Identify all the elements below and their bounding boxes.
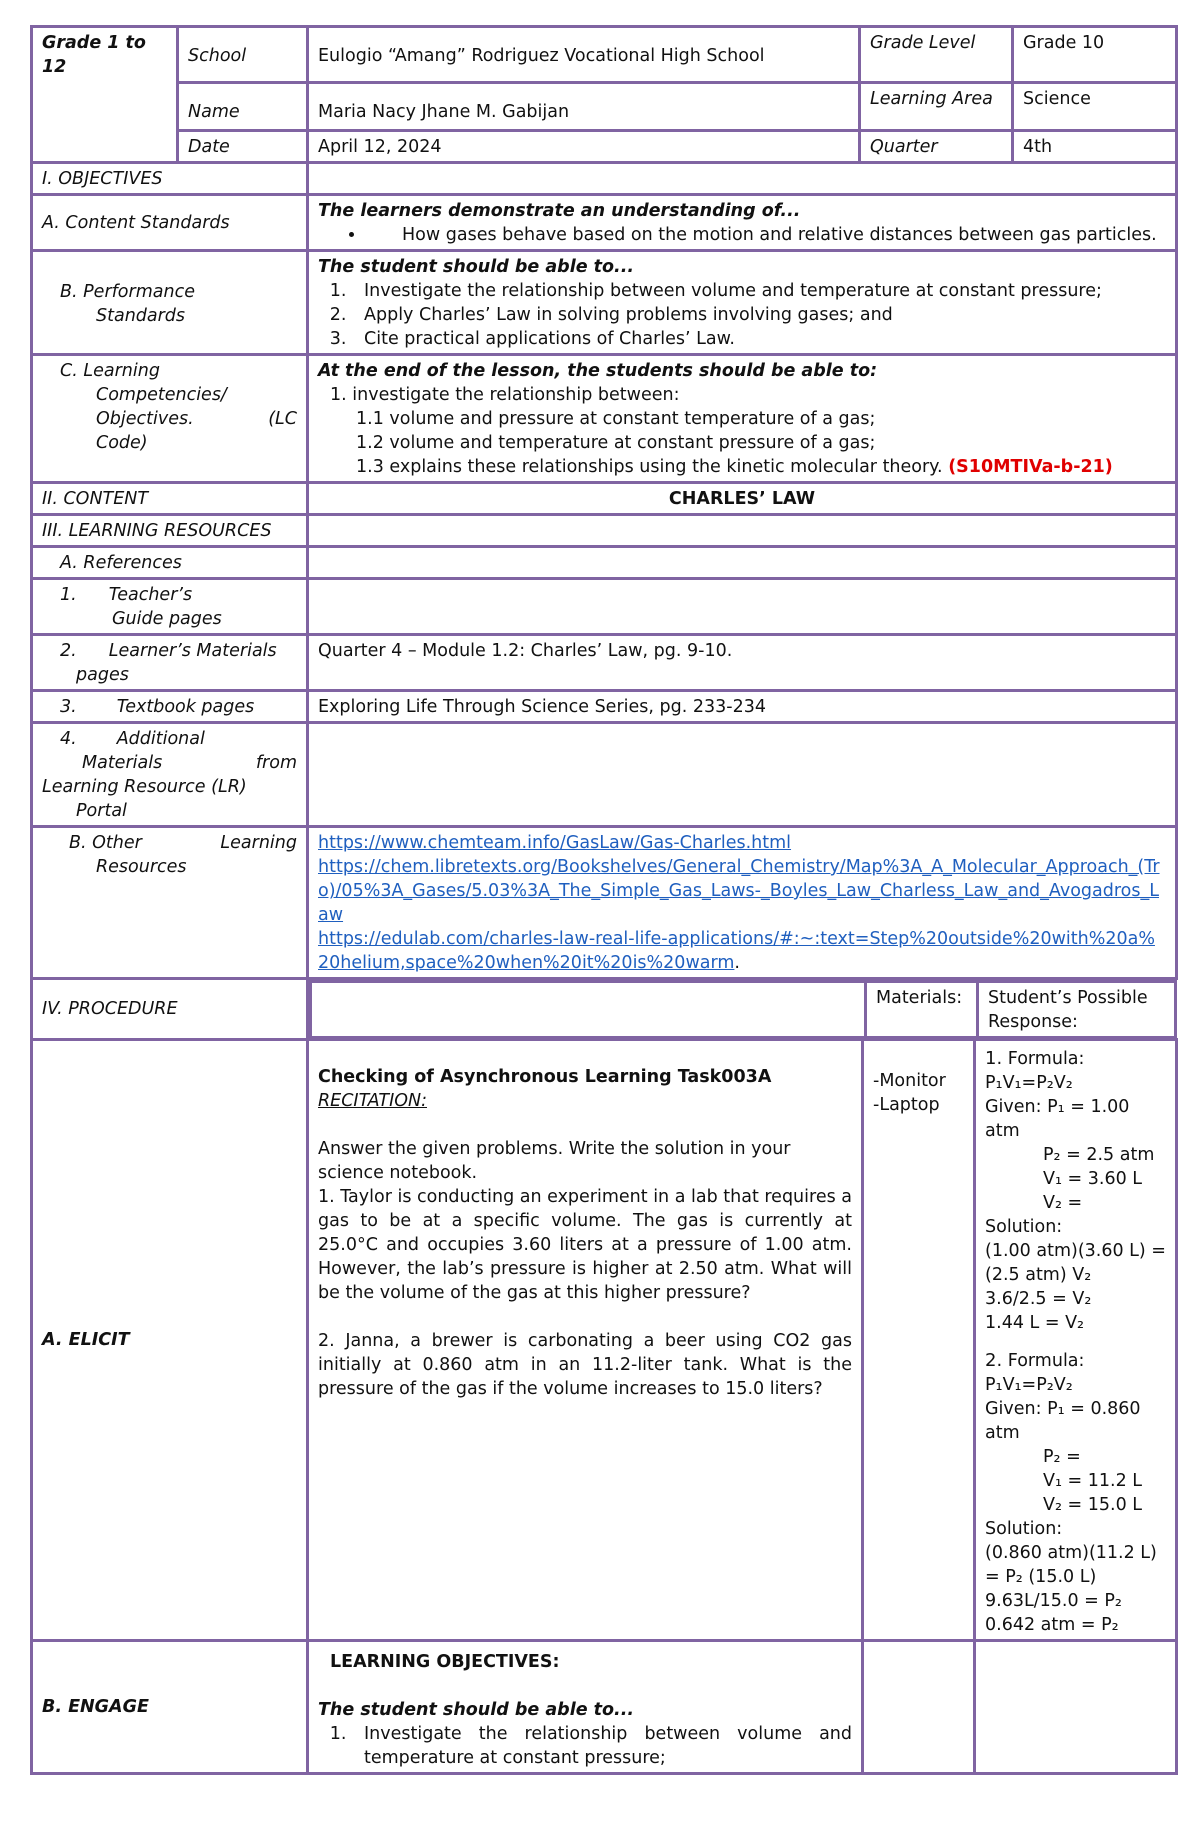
add-num: 4. bbox=[60, 729, 77, 749]
grade-range: Grade 1 to 12 bbox=[42, 33, 146, 77]
r1-step-1: (1.00 atm)(3.60 L) = (2.5 atm) V₂ bbox=[985, 1240, 1166, 1285]
engage-item: 1. Investigate the relationship between volume and temperature at constant pressure; bbox=[352, 1722, 852, 1770]
learners-materials-value: Quarter 4 – Module 1.2: Charles’ Law, pg. 9-10. bbox=[308, 635, 1177, 691]
resource-link[interactable]: https://www.chemteam.info/GasLaw/Gas-Charles.html bbox=[318, 833, 792, 853]
elicit-question-1: 1. Taylor is conducting an experiment in a lab that requires a gas to be at a specific volume. The gas is currently at 25.0°C and occupies 3.60 liters at a pressure of 1.00 atm. However, the lab’s pressure is higher at 2.50 atm. What will be the volume of the gas at this higher pressure? bbox=[318, 1186, 852, 1303]
competencies-label-4: Code) bbox=[96, 433, 148, 453]
lesson-plan-table bbox=[30, 25, 1177, 1041]
elicit-materials bbox=[863, 1039, 975, 1640]
elicit-row bbox=[32, 1039, 1177, 1640]
r2-v2: V₂ = 15.0 L bbox=[1043, 1494, 1143, 1515]
teachers-guide-row bbox=[32, 579, 1177, 635]
elicit-title: Checking of Asynchronous Learning Task003A bbox=[318, 1066, 772, 1087]
resource-link[interactable]: https://edulab.com/charles-law-real-life-applications/#:~:text=Step%20outside%20with%20a%20helium,space%20when%20it%20is%20warm bbox=[318, 929, 1155, 973]
procedure-label: IV. PROCEDURE bbox=[32, 979, 308, 1040]
lesson-plan bbox=[30, 25, 1175, 1775]
content-standards-label: A. Content Standards bbox=[32, 195, 308, 251]
r2-given: Given: P₁ = 0.860 atm bbox=[985, 1398, 1141, 1443]
resources-row bbox=[32, 515, 1177, 547]
competencies-code: (S10MTIVa-b-21) bbox=[948, 457, 1113, 477]
content-label: II. CONTENT bbox=[32, 483, 308, 515]
engage-responses bbox=[975, 1640, 1177, 1773]
r1-v2: V₂ = bbox=[1043, 1192, 1083, 1213]
additional-materials-value bbox=[308, 723, 1177, 827]
header-row-date bbox=[32, 131, 1177, 163]
performance-item: 2. Apply Charles’ Law in solving problems involving gases; and bbox=[352, 303, 1166, 327]
add-label-1: Additional bbox=[116, 729, 205, 749]
elicit-content bbox=[308, 1039, 863, 1640]
competencies-label-3-row bbox=[42, 407, 297, 431]
competencies-label-3b: (LC bbox=[268, 409, 297, 429]
competencies-label-2: Competencies/ bbox=[96, 385, 227, 405]
performance-label-2: Standards bbox=[96, 306, 186, 326]
other-label-1a: B. Other bbox=[69, 833, 142, 853]
additional-materials-label-cell bbox=[32, 723, 308, 827]
competencies-row bbox=[32, 355, 1177, 483]
performance-label-1: B. Performance bbox=[60, 282, 195, 302]
r1-solution: Solution: bbox=[985, 1216, 1063, 1237]
quarter-label: Quarter bbox=[860, 131, 1013, 163]
performance-item: 3. Cite practical applications of Charles’ Law. bbox=[352, 327, 1166, 351]
objectives-row bbox=[32, 163, 1177, 195]
resources-label: III. LEARNING RESOURCES bbox=[32, 515, 308, 547]
content-standards-intro: The learners demonstrate an understanding of... bbox=[318, 201, 801, 221]
competencies-line-4-row bbox=[318, 455, 1166, 479]
response-label: Student’s Possible Response: bbox=[978, 982, 1176, 1038]
r1-step-3: 1.44 L = V₂ bbox=[985, 1312, 1085, 1333]
tg-num: 1. bbox=[60, 585, 77, 605]
r2-num: 2. bbox=[985, 1349, 1003, 1371]
elicit-question-2: 2. Janna, a brewer is carbonating a beer using CO2 gas initially at 0.860 atm in an 11.2-liter tank. What is the pressure of the gas if the volume increases to 15.0 liters? bbox=[318, 1330, 852, 1399]
materials-item: -Monitor bbox=[873, 1070, 946, 1091]
competencies-label-3: Objectives. bbox=[96, 409, 194, 429]
elicit-responses bbox=[975, 1039, 1177, 1640]
learners-materials-label-cell bbox=[32, 635, 308, 691]
add-label-2a: Materials bbox=[82, 753, 163, 773]
elicit-sub: RECITATION: bbox=[318, 1090, 427, 1111]
lm-num: 2. bbox=[60, 641, 77, 661]
r1-formula: Formula: P₁V₁=P₂V₂ bbox=[985, 1048, 1085, 1093]
engage-content bbox=[308, 1640, 863, 1773]
links-end: . bbox=[734, 953, 740, 973]
header-row-name bbox=[32, 83, 1177, 131]
r1-num: 1. bbox=[985, 1047, 1003, 1069]
learning-area-value: Science bbox=[1013, 83, 1177, 131]
engage-list bbox=[318, 1722, 852, 1770]
add-label-2b: from bbox=[255, 753, 297, 773]
add-label-3: Learning Resource (LR) bbox=[42, 777, 247, 797]
objectives-label: I. OBJECTIVES bbox=[32, 163, 308, 195]
engage-materials bbox=[863, 1640, 975, 1773]
procedure-inner-cell bbox=[308, 979, 1177, 1040]
quarter-value: 4th bbox=[1013, 131, 1177, 163]
performance-standards-label-cell bbox=[32, 251, 308, 355]
content-row bbox=[32, 483, 1177, 515]
tb-num: 3. bbox=[60, 697, 77, 717]
r2-v1: V₁ = 11.2 L bbox=[1043, 1470, 1143, 1491]
content-standards-cell bbox=[308, 195, 1177, 251]
r2-step-2: 9.63L/15.0 = P₂ bbox=[985, 1590, 1122, 1611]
other-resources-row bbox=[32, 827, 1177, 979]
r2-formula: Formula: P₁V₁=P₂V₂ bbox=[985, 1350, 1085, 1395]
date-label: Date bbox=[178, 131, 308, 163]
learners-materials-row bbox=[32, 635, 1177, 691]
content-standards-list bbox=[318, 223, 1166, 247]
performance-item: 1. Investigate the relationship between volume and temperature at constant pressure; bbox=[352, 279, 1166, 303]
engage-label: B. ENGAGE bbox=[32, 1640, 308, 1773]
textbook-row bbox=[32, 691, 1177, 723]
elicit-label: A. ELICIT bbox=[32, 1039, 308, 1640]
performance-intro: The student should be able to... bbox=[318, 257, 634, 277]
procedure-inner-table bbox=[309, 980, 1177, 1039]
competencies-cell bbox=[308, 355, 1177, 483]
tg-label-1: Teacher’s bbox=[108, 585, 193, 605]
date-value: April 12, 2024 bbox=[308, 131, 860, 163]
grade-level-label: Grade Level bbox=[860, 27, 1013, 83]
tb-label: Textbook pages bbox=[116, 697, 255, 717]
learning-area-label: Learning Area bbox=[860, 83, 1013, 131]
performance-list bbox=[318, 279, 1166, 351]
teachers-guide-label-cell bbox=[32, 579, 308, 635]
elicit-instructions: Answer the given problems. Write the solution in your science notebook. bbox=[318, 1138, 791, 1183]
textbook-label-cell bbox=[32, 691, 308, 723]
references-label: A. References bbox=[32, 547, 308, 579]
header-row-school bbox=[32, 27, 1177, 83]
materials-item: -Laptop bbox=[873, 1094, 940, 1115]
grade-level-value: Grade 10 bbox=[1013, 27, 1177, 83]
school-value: Eulogio “Amang” Rodriguez Vocational High School bbox=[308, 27, 860, 83]
competencies-intro: At the end of the lesson, the students should be able to: bbox=[318, 361, 878, 381]
grade-range-cell bbox=[32, 27, 178, 163]
competencies-line-4: 1.3 explains these relationships using the kinetic molecular theory. bbox=[356, 457, 943, 477]
competencies-label-cell bbox=[32, 355, 308, 483]
name-label: Name bbox=[178, 83, 308, 131]
textbook-value: Exploring Life Through Science Series, pg. 233-234 bbox=[308, 691, 1177, 723]
r1-given: Given: P₁ = 1.00 atm bbox=[985, 1096, 1130, 1141]
engage-intro: The student should be able to... bbox=[318, 1699, 634, 1720]
r2-solution: Solution: bbox=[985, 1518, 1063, 1539]
r2-step-3: 0.642 atm = P₂ bbox=[985, 1614, 1119, 1635]
content-value: CHARLES’ LAW bbox=[308, 483, 1177, 515]
references-row bbox=[32, 547, 1177, 579]
competencies-line-3: 1.2 volume and temperature at constant pressure of a gas; bbox=[356, 433, 876, 453]
procedure-header-row bbox=[32, 979, 1177, 1040]
additional-materials-row bbox=[32, 723, 1177, 827]
content-standards-row bbox=[32, 195, 1177, 251]
objectives-empty bbox=[308, 163, 1177, 195]
engage-title: LEARNING OBJECTIVES: bbox=[330, 1651, 560, 1672]
lm-label-1: Learner’s Materials bbox=[108, 641, 277, 661]
competencies-line-2: 1.1 volume and pressure at constant temperature of a gas; bbox=[356, 409, 876, 429]
r1-step-2: 3.6/2.5 = V₂ bbox=[985, 1288, 1092, 1309]
teachers-guide-value bbox=[308, 579, 1177, 635]
competencies-line-1: 1. investigate the relationship between: bbox=[330, 385, 680, 405]
procedure-empty bbox=[311, 982, 866, 1038]
performance-standards-row bbox=[32, 251, 1177, 355]
r1-v1: V₁ = 3.60 L bbox=[1043, 1168, 1143, 1189]
name-value: Maria Nacy Jhane M. Gabijan bbox=[308, 83, 860, 131]
school-label: School bbox=[178, 27, 308, 83]
content-standards-item: • How gases behave based on the motion and relative distances between gas particles. bbox=[366, 223, 1166, 247]
r1-p2: P₂ = 2.5 atm bbox=[1043, 1144, 1155, 1165]
engage-row bbox=[32, 1640, 1177, 1773]
references-empty bbox=[308, 547, 1177, 579]
resource-link[interactable]: https://chem.libretexts.org/Bookshelves/General_Chemistry/Map%3A_A_Molecular_Approach_(Tro)/05%3A_Gases/5.03%3A_The_Simple_Gas_Laws-_Boyles_Law_Charless_Law_and_Avogadros_Law bbox=[318, 857, 1160, 925]
procedure-table bbox=[30, 1038, 1178, 1775]
other-resources-links bbox=[308, 827, 1177, 979]
r2-p2: P₂ = bbox=[1043, 1446, 1081, 1467]
performance-standards-cell bbox=[308, 251, 1177, 355]
add-label-4: Portal bbox=[76, 801, 127, 821]
lm-label-2: pages bbox=[76, 665, 129, 685]
r2-step-1: (0.860 atm)(11.2 L) = P₂ (15.0 L) bbox=[985, 1542, 1157, 1587]
competencies-label-1: C. Learning bbox=[60, 361, 160, 381]
other-resources-label-cell bbox=[32, 827, 308, 979]
other-label-2: Resources bbox=[96, 857, 187, 877]
resources-empty bbox=[308, 515, 1177, 547]
tg-label-2: Guide pages bbox=[112, 609, 222, 629]
materials-label: Materials: bbox=[866, 982, 978, 1038]
other-label-1b: Learning bbox=[220, 833, 297, 853]
